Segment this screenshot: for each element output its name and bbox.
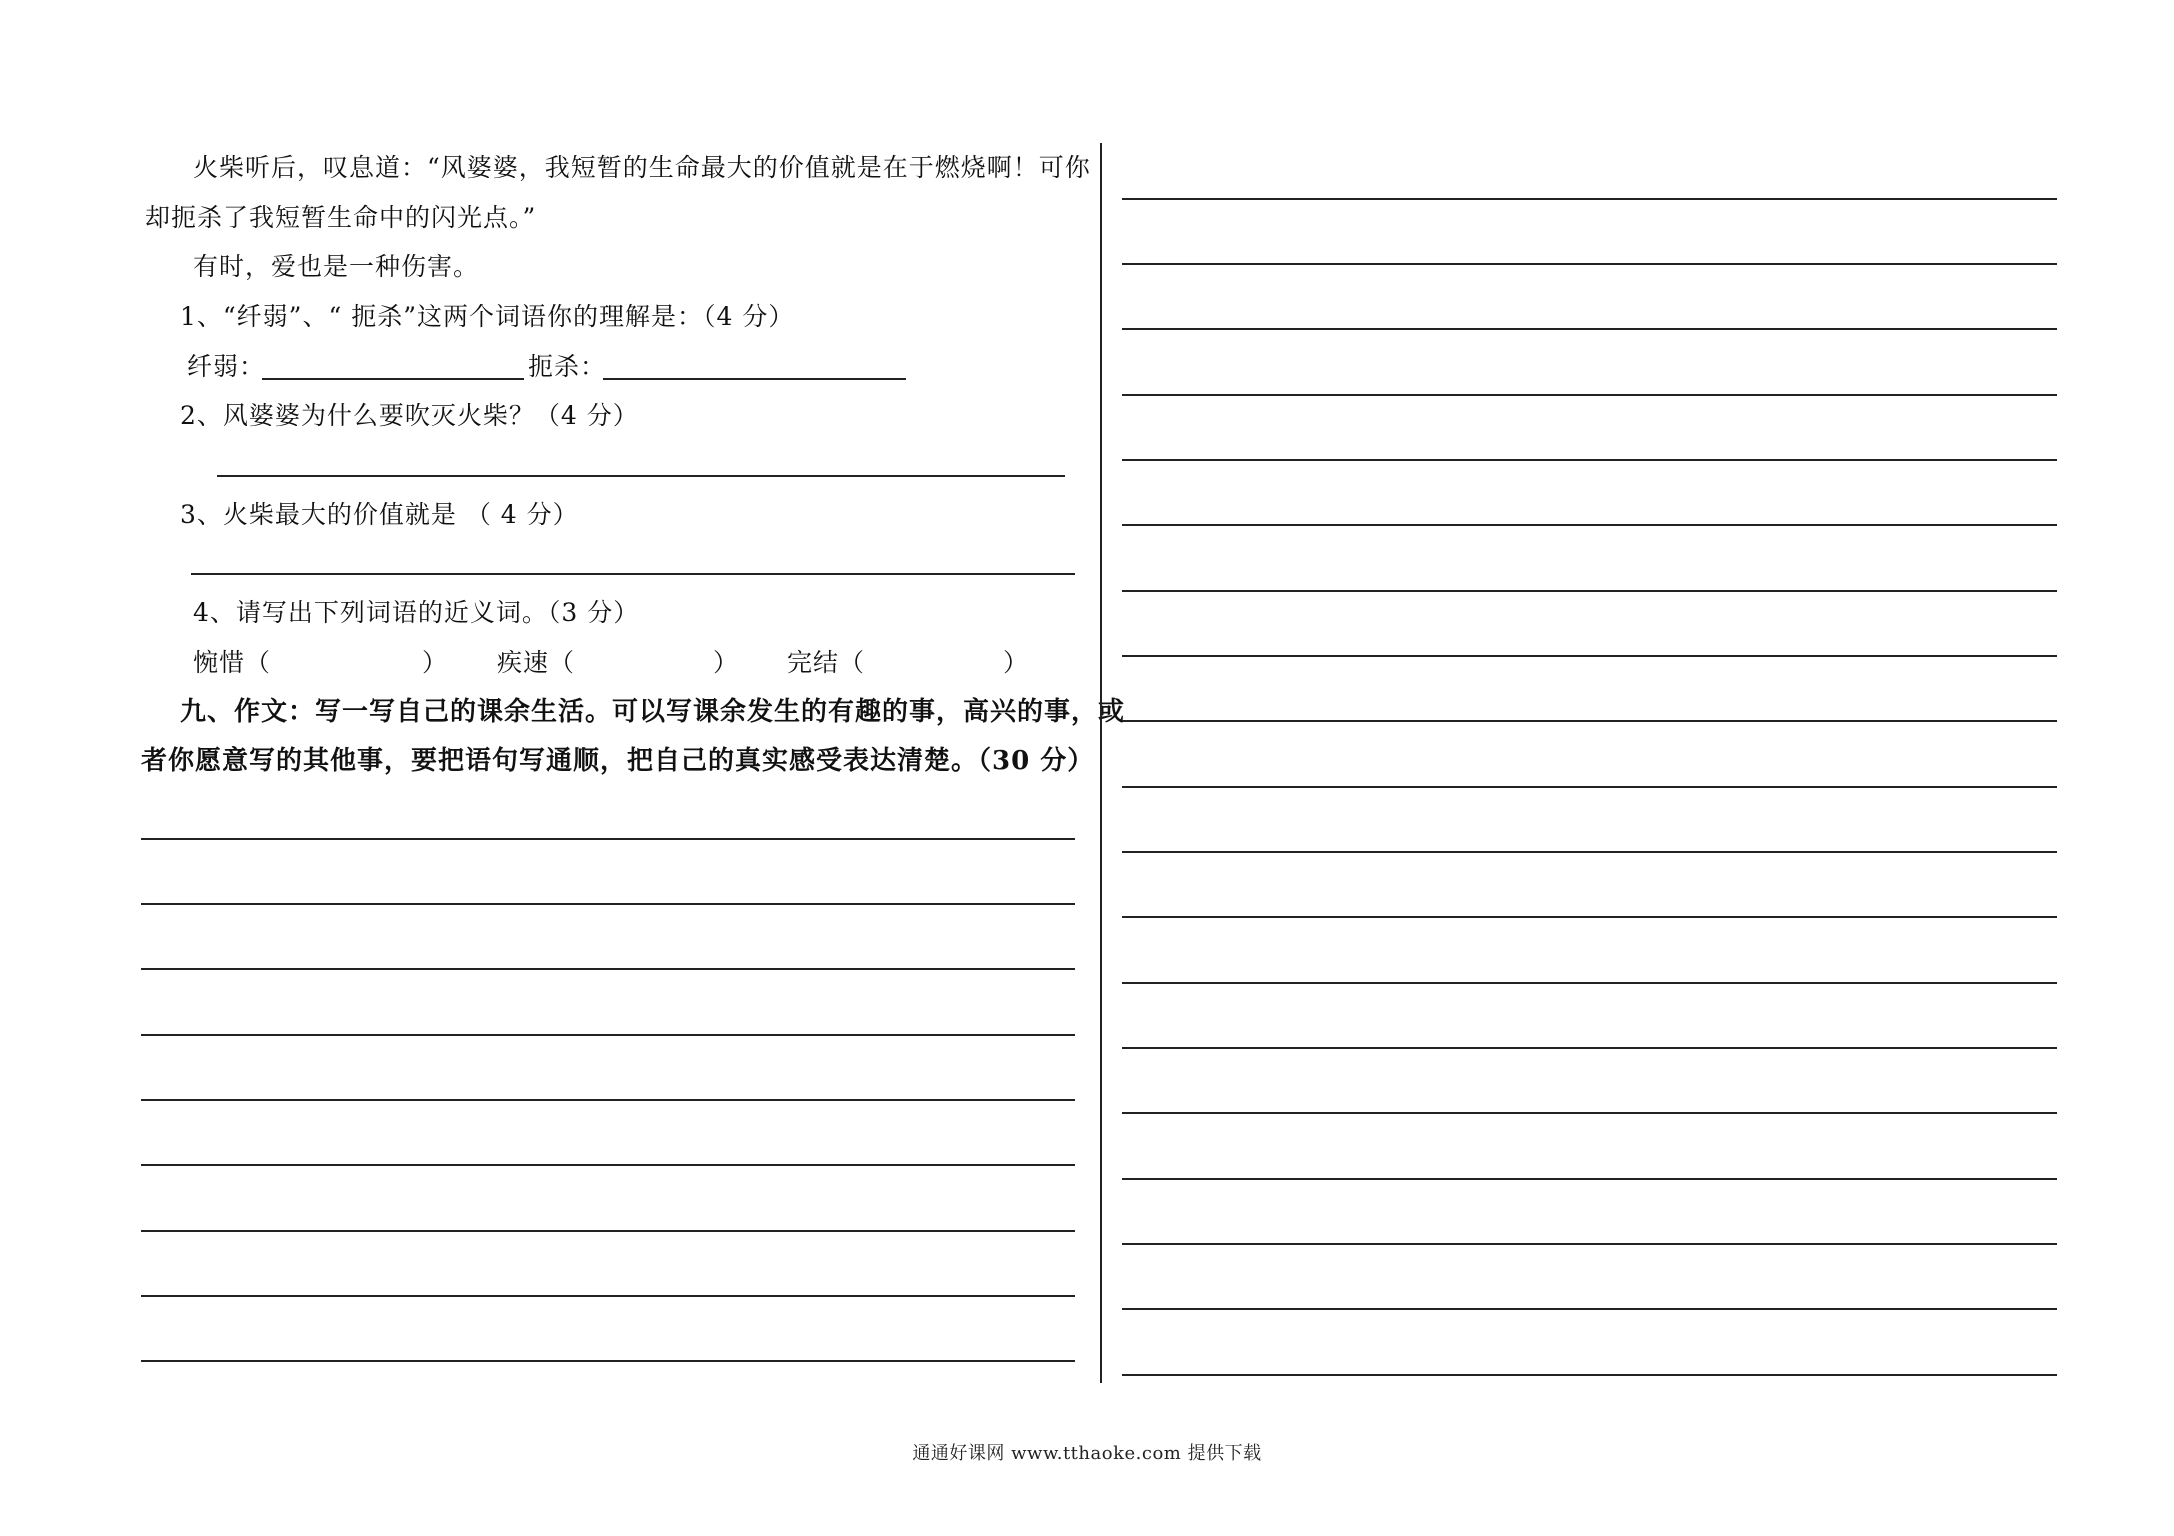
essay-line[interactable] bbox=[141, 1230, 1075, 1232]
question-1-label-a: 纤弱： bbox=[187, 352, 266, 381]
question-2-answer-line[interactable] bbox=[217, 475, 1065, 477]
question-4-word-3-close: ） bbox=[1003, 648, 1030, 677]
question-3-prompt: 3、火柴最大的价值就是 （ 4 分） bbox=[180, 500, 579, 529]
question-3-answer-line[interactable] bbox=[191, 573, 1075, 575]
essay-line[interactable] bbox=[1122, 1178, 2057, 1180]
essay-line[interactable] bbox=[1122, 851, 2057, 853]
essay-line[interactable] bbox=[1122, 720, 2057, 722]
essay-line[interactable] bbox=[1122, 655, 2057, 657]
essay-line[interactable] bbox=[1122, 1112, 2057, 1114]
question-4-word-2-close: ） bbox=[713, 648, 740, 677]
essay-line[interactable] bbox=[1122, 786, 2057, 788]
question-1-prompt: 1、“纤弱”、“ 扼杀”这两个词语你的理解是：（4 分） bbox=[180, 302, 795, 331]
essay-line[interactable] bbox=[1122, 1308, 2057, 1310]
essay-line[interactable] bbox=[1122, 263, 2057, 265]
essay-line[interactable] bbox=[1122, 916, 2057, 918]
essay-line[interactable] bbox=[141, 1295, 1075, 1297]
question-4-prompt: 4、请写出下列词语的近义词。（3 分） bbox=[193, 598, 640, 627]
essay-line[interactable] bbox=[1122, 394, 2057, 396]
essay-line[interactable] bbox=[1122, 524, 2057, 526]
question-4-word-2: 疾速（ bbox=[497, 648, 576, 677]
column-divider bbox=[1100, 143, 1102, 1383]
essay-line[interactable] bbox=[141, 903, 1075, 905]
essay-line[interactable] bbox=[1122, 590, 2057, 592]
essay-line[interactable] bbox=[1122, 982, 2057, 984]
passage-line-1: 火柴听后，叹息道：“风婆婆，我短暂的生命最大的价值就是在于燃烧啊！可你 bbox=[193, 153, 1091, 182]
essay-line[interactable] bbox=[141, 838, 1075, 840]
question-4-word-1-close: ） bbox=[422, 648, 449, 677]
essay-line[interactable] bbox=[1122, 1243, 2057, 1245]
passage-line-2: 却扼杀了我短暂生命中的闪光点。” bbox=[145, 203, 537, 232]
question-4-word-1: 惋惜（ bbox=[193, 648, 272, 677]
essay-line[interactable] bbox=[1122, 328, 2057, 330]
essay-line[interactable] bbox=[1122, 459, 2057, 461]
essay-line[interactable] bbox=[141, 1164, 1075, 1166]
essay-prompt-line-2: 者你愿意写的其他事，要把语句写通顺，把自己的真实感受表达清楚。（30 分） bbox=[141, 746, 1095, 776]
essay-line[interactable] bbox=[1122, 198, 2057, 200]
essay-line[interactable] bbox=[1122, 1047, 2057, 1049]
essay-line[interactable] bbox=[141, 1099, 1075, 1101]
question-1-answer-b-blank[interactable] bbox=[603, 378, 906, 380]
essay-line[interactable] bbox=[1122, 1374, 2057, 1376]
essay-line[interactable] bbox=[141, 968, 1075, 970]
essay-prompt-line-1: 九、作文：写一写自己的课余生活。可以写课余发生的有趣的事，高兴的事，或 bbox=[180, 697, 1126, 727]
page-footer: 通通好课网 www.tthaoke.com 提供下载 bbox=[912, 1443, 1262, 1464]
essay-line[interactable] bbox=[141, 1360, 1075, 1362]
question-1-answer-a-blank[interactable] bbox=[262, 378, 524, 380]
question-4-word-3: 完结（ bbox=[787, 648, 866, 677]
essay-line[interactable] bbox=[141, 1034, 1075, 1036]
question-2-prompt: 2、风婆婆为什么要吹灭火柴？（4 分） bbox=[180, 401, 639, 430]
passage-line-3: 有时，爱也是一种伤害。 bbox=[193, 252, 480, 281]
question-1-label-b: 扼杀： bbox=[528, 352, 607, 381]
